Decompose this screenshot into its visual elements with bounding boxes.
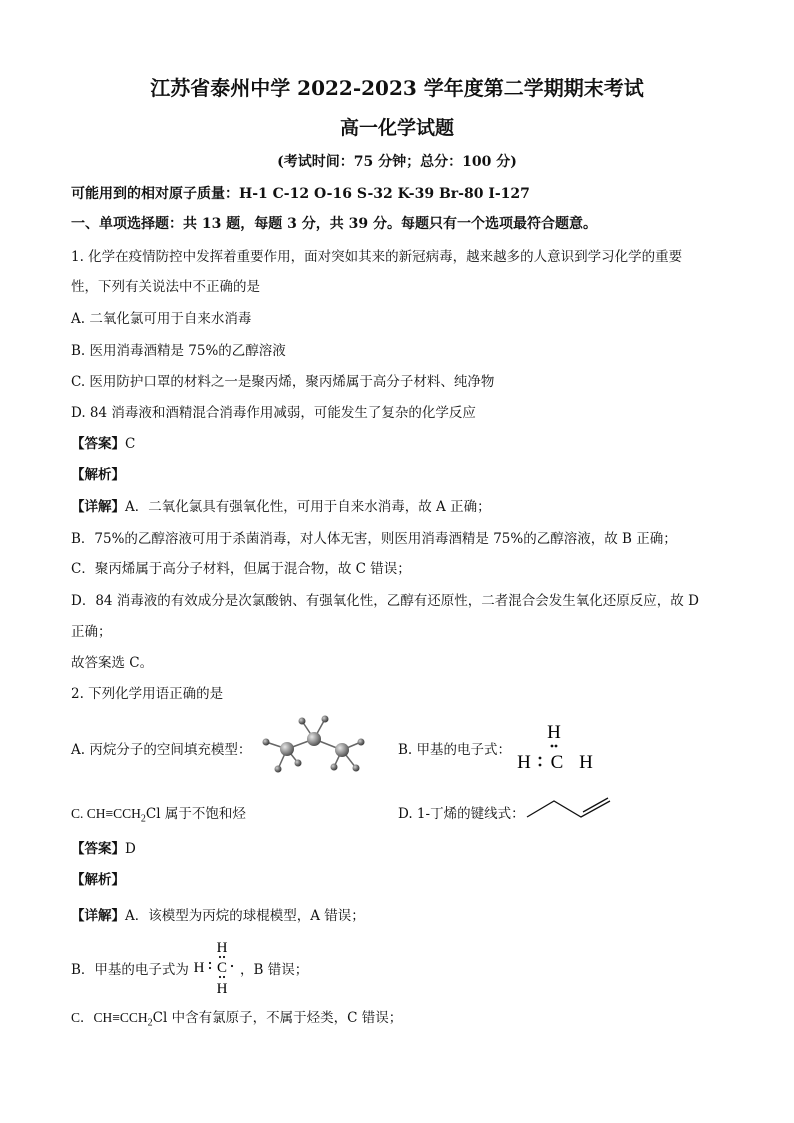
q2-detail-b-prefix: B．甲基的电子式为 (71, 962, 189, 978)
rf-bottom-h: H (216, 981, 228, 997)
q1-stem-line2: 性，下列有关说法中不正确的是 (71, 279, 260, 295)
q2-detail-c-suffix: Cl 中含有氯原子，不属于烃类，C 错误； (152, 1010, 403, 1026)
q1-option-b: B. 医用消毒酒精是 75%的乙醇溶液 (71, 343, 286, 359)
q2-option-b: B. 甲基的电子式： (398, 742, 512, 758)
q1-answer (71, 432, 135, 452)
exam-info: (考试时间：75 分钟；总分：100 分) (277, 154, 517, 170)
q1-detail-d-line2: 正确； (71, 624, 112, 640)
answer-label: 【答案】 (71, 436, 125, 452)
q2-stem: 2. 下列化学用语正确的是 (71, 686, 224, 702)
rf-left-h: H (193, 960, 205, 976)
q2-analysis-label: 【解析】 (71, 872, 125, 888)
q1-option-c: C. 医用防护口罩的材料之一是聚丙烯，聚丙烯属于高分子材料、纯净物 (71, 374, 495, 390)
q2-option-a: A. 丙烷分子的空间填充模型： (71, 742, 252, 758)
answer-label: 【答案】 (71, 841, 125, 857)
rf-top-h: H (216, 940, 228, 956)
q2-option-c-sub: 2 (140, 813, 146, 825)
page-subtitle: 高一化学试题 (339, 117, 454, 139)
q1-detail-a (71, 495, 491, 515)
q2-option-c (71, 802, 246, 825)
q1-stem-line1: 1. 化学在疫情防控中发挥着重要作用，面对突如其来的新冠病毒，越来越多的人意识到学习化学的重要 (71, 249, 683, 265)
q1-option-a: A. 二氧化氯可用于自来水消毒 (71, 311, 252, 327)
answer-value: D (125, 841, 136, 857)
detail-label: 【详解】 (71, 908, 125, 924)
ef-top-h: H (547, 722, 561, 743)
q2-detail-c (71, 1006, 402, 1029)
q2-option-c-suffix: Cl 属于不饱和烃 (145, 806, 246, 822)
methyl-electron-formula (512, 720, 596, 776)
q2-detail-c-prefix: C．CH≡CCH (71, 1010, 148, 1025)
q2-answer (71, 837, 136, 857)
q1-option-d: D. 84 消毒液和酒精混合消毒作用减弱，可能发生了复杂的化学反应 (71, 405, 476, 421)
q1-detail-c: C．聚丙烯属于高分子材料，但属于混合物，故 C 错误； (71, 561, 411, 577)
section-heading: 一、单项选择题：共 13 题，每题 3 分，共 39 分。每题只有一个选项最符合题意。 (71, 216, 597, 232)
q1-analysis-label: 【解析】 (71, 467, 125, 483)
propane-ball-stick-model (258, 712, 370, 778)
q2-option-d: D. 1-丁烯的键线式： (398, 806, 525, 822)
q2-detail-a (71, 904, 365, 924)
detail-text: A．该模型为丙烷的球棍模型，A 错误； (125, 908, 365, 924)
q2-detail-c-sub: 2 (147, 1017, 153, 1029)
answer-value: C (125, 436, 136, 452)
ef-right-h: H (579, 752, 593, 773)
detail-label: 【详解】 (71, 499, 125, 515)
q1-detail-d-line1: D．84 消毒液的有效成分是次氯酸钠、有强氧化性，乙醇有还原性，二者混合会发生氧化还原反应，故 D (71, 593, 699, 609)
page-title: 江苏省泰州中学 2022-2023 学年度第二学期期末考试 (150, 76, 644, 100)
ef-center-c: C (550, 752, 564, 773)
ef-left-h: H (517, 752, 531, 773)
methyl-radical-formula (190, 937, 238, 997)
q2-detail-b-suffix: ，B 错误； (240, 962, 309, 978)
detail-text: A．二氧化氯具有强氧化性，可用于自来水消毒，故 A 正确； (125, 499, 491, 515)
q2-option-c-prefix: C. CH≡CCH (71, 806, 141, 821)
q1-detail-b: B．75%的乙醇溶液可用于杀菌消毒，对人体无害，则医用消毒酒精是 75%的乙醇溶液，故 B 正确； (71, 531, 677, 547)
atomic-masses: 可能用到的相对原子质量：H-1 C-12 O-16 S-32 K-39 Br-80 I-127 (71, 186, 530, 202)
rf-center-c: C (216, 960, 228, 976)
q1-conclusion: 故答案选 C。 (71, 655, 154, 671)
butene-skeletal-formula (524, 796, 616, 822)
